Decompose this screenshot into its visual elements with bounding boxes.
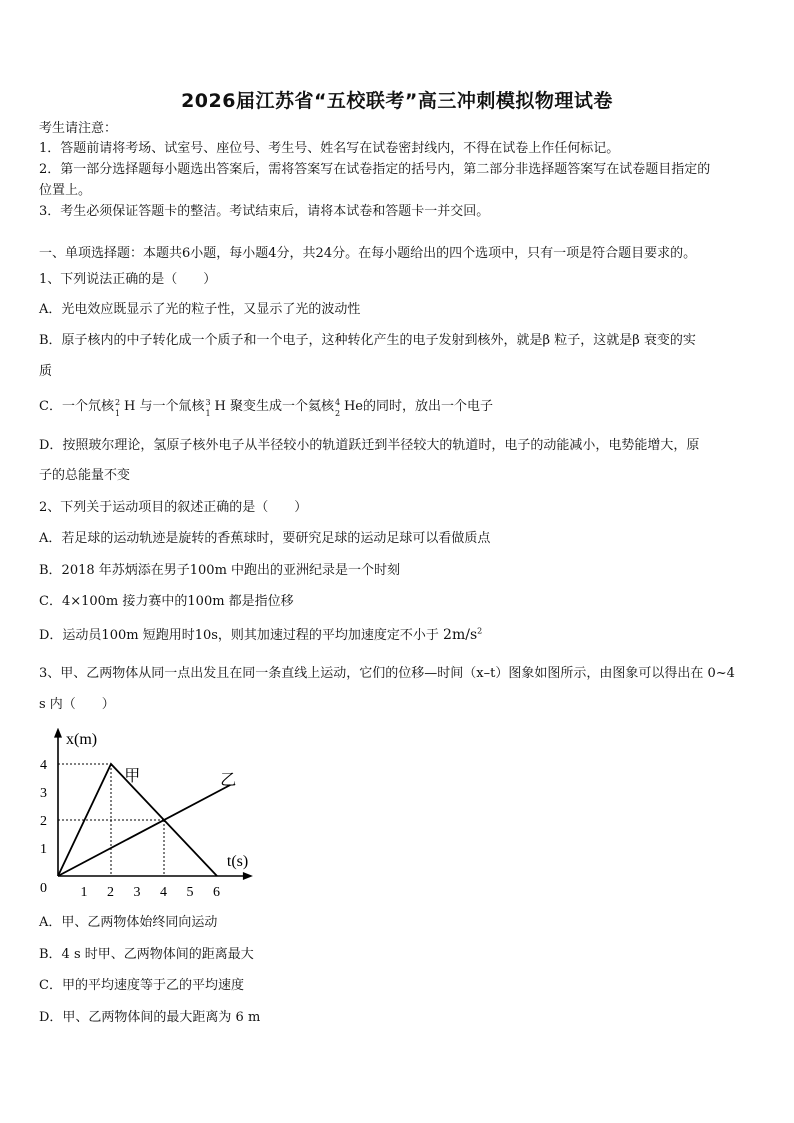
- q1-option-c: [39, 398, 493, 416]
- x-tick-label: 1: [80, 885, 88, 900]
- deuteron-mass: 2: [114, 398, 121, 407]
- x-tick-label: 6: [213, 885, 220, 900]
- q2-c-suffix: 接力赛中的100m 都是指位移: [118, 594, 294, 609]
- notice-heading: 考生请注意：: [39, 121, 118, 136]
- q3-option-c: C．甲的平均速度等于乙的平均速度: [39, 978, 244, 993]
- q2-d-exponent: 2: [477, 626, 483, 636]
- helium-mass: 4: [334, 398, 341, 407]
- y-tick-label: 3: [40, 786, 47, 801]
- deuteron-charge: 1: [114, 409, 121, 418]
- q2-option-d: [39, 626, 482, 645]
- q2-option-a: A．若足球的运动轨迹是旋转的香蕉球时，要研究足球的运动足球可以看做质点: [39, 531, 491, 546]
- y-axis-arrow: [54, 728, 62, 738]
- series-jia-label: 甲: [124, 767, 141, 785]
- q3-option-d: D．甲、乙两物体间的最大距离为 6 m: [39, 1010, 261, 1025]
- notice-item-2: 2．第一部分选择题每小题选出答案后，需将答案写在试卷指定的括号内，第二部分非选择题答案写在试卷题目指定的: [39, 162, 711, 177]
- helium-nuclide: [334, 398, 344, 418]
- triton-mass: 3: [205, 398, 211, 407]
- y-axis-label: x(m): [66, 731, 98, 748]
- q1-c-suffix: 的同时，放出一个电子: [362, 399, 493, 414]
- deuteron-nuclide: [114, 398, 124, 418]
- q2-option-b: B．2018 年苏炳添在男子100m 中跑出的亚洲纪录是一个时刻: [39, 563, 401, 578]
- q3-stem: 3、甲、乙两物体从同一点出发且在同一条直线上运动，它们的位移—时间（x–t）图象如图所示，由图象可以得出在 0~4: [39, 666, 735, 681]
- q1-option-a: A．光电效应既显示了光的粒子性，又显示了光的波动性: [39, 302, 361, 317]
- helium-symbol: He: [343, 399, 363, 414]
- notice-item-3: 3．考生必须保证答题卡的整洁。考试结束后，请将本试卷和答题卡一并交回。: [39, 204, 490, 219]
- triton-symbol: H: [214, 399, 226, 414]
- q2-c-formula: 4×100m: [61, 594, 119, 609]
- page-title: 2026届江苏省“五校联考”高三冲刺模拟物理试卷: [181, 90, 613, 112]
- q2-d-text: D．运动员100m 短跑用时10s，则其加速过程的平均加速度定不小于: [39, 628, 444, 643]
- q2-option-c: [39, 593, 294, 611]
- deuteron-symbol: H: [123, 399, 136, 414]
- y-tick-label: 2: [40, 814, 47, 829]
- y-tick-label: 4: [40, 758, 47, 773]
- x-tick-label: 3: [133, 885, 141, 900]
- q3-option-a: A．甲、乙两物体始终同向运动: [39, 915, 218, 930]
- notice-item-1: 1．答题前请将考场、试室号、座位号、考生号、姓名写在试卷密封线内，不得在试卷上作任何标记。: [39, 141, 620, 156]
- x-axis-arrow: [243, 872, 253, 880]
- q2-c-prefix: C．: [39, 594, 62, 609]
- q1-option-b: B．原子核内的中子转化成一个质子和一个电子，这种转化产生的电子发射到核外，就是β 粒子，这就是β 衰变的实: [39, 333, 696, 348]
- q1-c-mid2: 聚变生成一个氦核: [229, 399, 334, 414]
- y-tick-label: 1: [40, 842, 47, 857]
- q1-option-d: D．按照玻尔理论，氢原子核外电子从半径较小的轨道跃迁到半径较大的轨道时，电子的动能减小，电势能增大，原: [39, 438, 700, 453]
- q1-option-b-cont: 质: [39, 364, 53, 379]
- triton-charge: 1: [205, 409, 211, 418]
- x-tick-label: 5: [186, 885, 194, 900]
- q1-c-prefix: C．一个氘核: [39, 399, 114, 414]
- q1-option-d-cont: 子的总能量不变: [39, 468, 131, 483]
- notice-item-2-cont: 位置上。: [39, 183, 92, 198]
- helium-charge: 2: [334, 409, 341, 418]
- origin-label: 0: [40, 881, 47, 896]
- x-tick-label: 2: [107, 885, 114, 900]
- x-tick-label: 4: [160, 885, 167, 900]
- triton-nuclide: [204, 398, 214, 418]
- xt-graph: [32, 728, 292, 900]
- series-yi-label: 乙: [220, 772, 237, 789]
- q3-stem-cont: s 内（ ）: [39, 697, 115, 712]
- x-axis-label: t(s): [226, 853, 249, 870]
- section-heading: 一、单项选择题：本题共6小题，每小题4分，共24分。在每小题给出的四个选项中，只有一项是符合题目要求的。: [39, 246, 697, 261]
- q2-d-unit: 2m/s: [443, 627, 478, 643]
- q1-stem: 1、下列说法正确的是（ ）: [39, 272, 217, 287]
- q1-c-mid1: 与一个氚核: [139, 399, 205, 414]
- q3-option-b: B．4 s 时甲、乙两物体间的距离最大: [39, 947, 254, 962]
- q2-stem: 2、下列关于运动项目的叙述正确的是（ ）: [39, 500, 308, 515]
